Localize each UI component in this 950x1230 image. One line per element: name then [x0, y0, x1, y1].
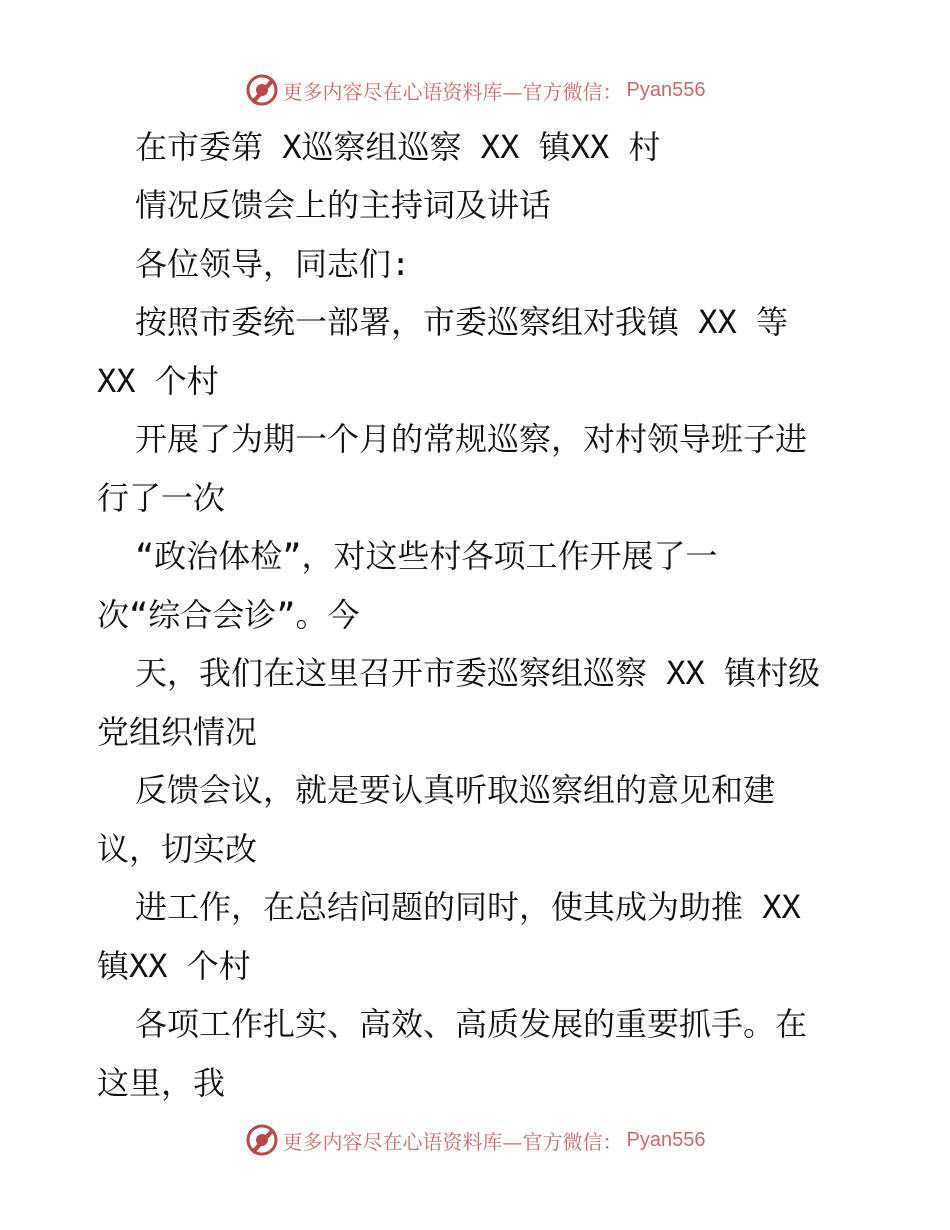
body-line: 各项工作扎实、高效、高质发展的重要抓手。在	[135, 1005, 808, 1043]
footer-banner	[0, 1120, 950, 1160]
header-banner-text: 更多内容尽在心语资料库—官方微信：	[282, 79, 623, 104]
body-line: 镇XX 个村	[97, 947, 251, 985]
quill-seal-icon	[245, 73, 279, 107]
body-line: 反馈会议，就是要认真听取巡察组的意见和建	[135, 771, 776, 809]
body-line: 天，我们在这里召开市委巡察组巡察 XX 镇村级	[135, 654, 821, 692]
footer-wechat-id: Pyan556	[626, 1128, 706, 1151]
footer-banner-content	[245, 1123, 706, 1157]
body-line: 情况反馈会上的主持词及讲话	[135, 186, 552, 224]
body-line: 在市委第 X巡察组巡察 XX 镇XX 村	[135, 128, 661, 166]
body-line: “政治体检”，对这些村各项工作开展了一	[135, 537, 718, 575]
quill-seal-icon	[245, 1123, 279, 1157]
body-line: 按照市委统一部署，市委巡察组对我镇 XX 等	[135, 303, 789, 341]
body-line: 进工作，在总结问题的同时，使其成为助推 XX	[135, 888, 801, 926]
header-wechat-id: Pyan556	[626, 78, 706, 101]
body-line: 各位领导，同志们:	[135, 245, 411, 283]
body-line: 党组织情况	[97, 713, 258, 751]
body-line: 议，切实改	[97, 830, 258, 868]
footer-banner-text: 更多内容尽在心语资料库—官方微信：	[282, 1129, 623, 1154]
body-line: XX 个村	[97, 362, 219, 400]
header-banner	[0, 70, 950, 110]
body-line: 次“综合会诊”。今	[97, 596, 360, 634]
body-line: 行了一次	[97, 479, 226, 517]
header-banner-content	[245, 73, 706, 107]
body-line: 开展了为期一个月的常规巡察，对村领导班子进	[135, 420, 808, 458]
body-line: 这里，我	[97, 1064, 226, 1102]
